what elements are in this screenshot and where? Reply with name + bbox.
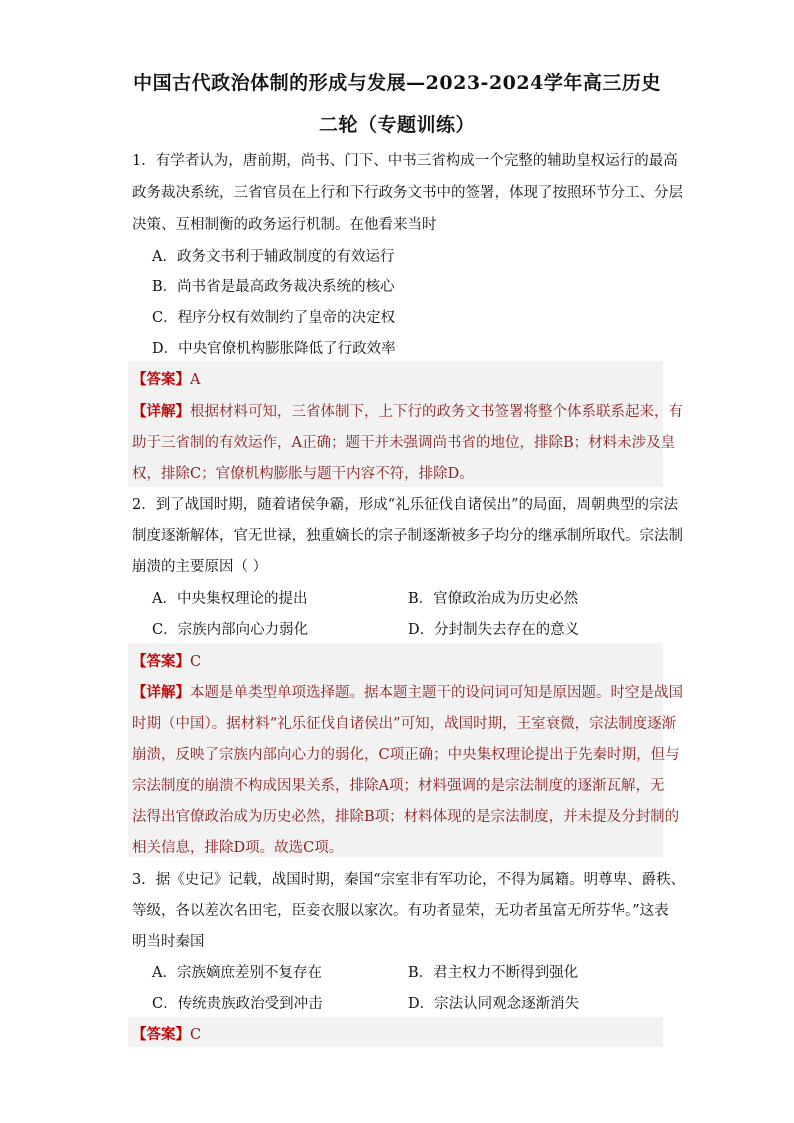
q3-answer	[132, 1023, 201, 1044]
q1-stem-line2: 政务裁决系统，三省官员在上行和下行政务文书中的签署，体现了按照环节分工、分层	[132, 185, 683, 201]
q3-stem-line2: 等级，各以差次名田宅，臣妾衣服以家次。有功者显荣，无功者虽富无所芬华。”这表	[132, 903, 669, 919]
q2-option-b: B．官僚政治成为历史必然	[408, 591, 579, 607]
q1-answer	[132, 368, 200, 389]
q3-stem-line1: 3．据《史记》记载，战国时期，秦国“宗室非有军功论，不得为属籍。明尊卑、爵秩、	[132, 872, 686, 888]
q2-detail-line3: 崩溃，反映了宗族内部向心力的弱化，C项正确；中央集权理论提出于先秦时期，但与	[132, 747, 680, 763]
q1-answer-value: A	[190, 372, 201, 388]
q1-detail-text1: 根据材料可知，三省体制下，上下行的政务文书签署将整个体系联系起来，有	[190, 404, 683, 420]
q3-answer-box	[128, 1017, 663, 1047]
q1-detail-line1	[132, 400, 683, 421]
q3-stem-line3: 明当时秦国	[132, 934, 205, 950]
q1-detail-label: 【详解】	[132, 403, 190, 420]
q2-answer-label: 【答案】	[132, 653, 190, 670]
q3-option-d: D．宗法认同观念逐渐消失	[408, 996, 580, 1012]
q1-detail-line3: 权，排除C；官僚机构膨胀与题干内容不符，排除D。	[132, 466, 474, 482]
q1-stem-line1: 1．有学者认为，唐前期，尚书、门下、中书三省构成一个完整的辅助皇权运行的最高	[132, 153, 678, 169]
q1-stem-line3: 决策、互相制衡的政务运行机制。在他看来当时	[132, 217, 437, 233]
q3-option-c: C．传统贵族政治受到冲击	[152, 996, 323, 1012]
q3-option-a: A．宗族嫡庶差别不复存在	[152, 965, 322, 981]
q2-answer-value: C	[190, 654, 202, 670]
document-title-line1: 中国古代政治体制的形成与发展—2023-2024学年高三历史	[133, 72, 661, 94]
q1-answer-label: 【答案】	[132, 371, 190, 388]
q2-detail-line5: 法得出官僚政治成为历史必然，排除B项；材料体现的是宗法制度，并未提及分封制的	[132, 809, 680, 825]
q1-option-c: C．程序分权有效制约了皇帝的决定权	[152, 310, 396, 326]
q3-answer-value: C	[190, 1027, 202, 1043]
q3-option-b: B．君主权力不断得到强化	[408, 965, 579, 981]
q2-answer	[132, 650, 201, 671]
q2-option-d: D．分封制失去存在的意义	[408, 622, 580, 638]
q3-answer-label: 【答案】	[132, 1026, 190, 1043]
q2-option-a: A．中央集权理论的提出	[152, 591, 308, 607]
q2-detail-line1	[132, 681, 683, 702]
q1-detail-line2: 助于三省制的有效运作，A正确；题干并未强调尚书省的地位，排除B；材料未涉及皇	[132, 435, 676, 451]
q2-detail-line2: 时期（中国）。据材料“礼乐征伐自诸侯出”可知，战国时期，王室衰微，宗法制度逐渐	[132, 716, 677, 732]
q1-option-d: D．中央官僚机构膨胀降低了行政效率	[152, 341, 396, 357]
q1-option-a: A．政务文书利于辅政制度的有效运行	[152, 249, 395, 265]
q2-detail-text1: 本题是单类型单项选择题。据本题主题干的设问词可知是原因题。时空是战国	[190, 685, 683, 701]
q2-option-c: C．宗族内部向心力弱化	[152, 622, 309, 638]
q2-detail-label: 【详解】	[132, 684, 190, 701]
q2-detail-line4: 宗法制度的崩溃不构成因果关系，排除A项；材料强调的是宗法制度的逐渐瓦解，无	[132, 778, 665, 794]
document-title-line2: 二轮（专题训练）	[318, 114, 475, 136]
q1-option-b: B．尚书省是最高政务裁决系统的核心	[152, 279, 395, 295]
q2-stem-line3: 崩溃的主要原因（ ）	[132, 559, 268, 575]
q2-detail-line6: 相关信息，排除D项。故选C项。	[132, 840, 344, 856]
q2-stem-line2: 制度逐渐解体，官无世禄，独重嫡长的宗子制逐渐被多子均分的继承制所取代。宗法制	[132, 528, 683, 544]
q2-stem-line1: 2．到了战国时期，随着诸侯争霸，形成“礼乐征伐自诸侯出”的局面，周朝典型的宗法	[132, 497, 679, 513]
